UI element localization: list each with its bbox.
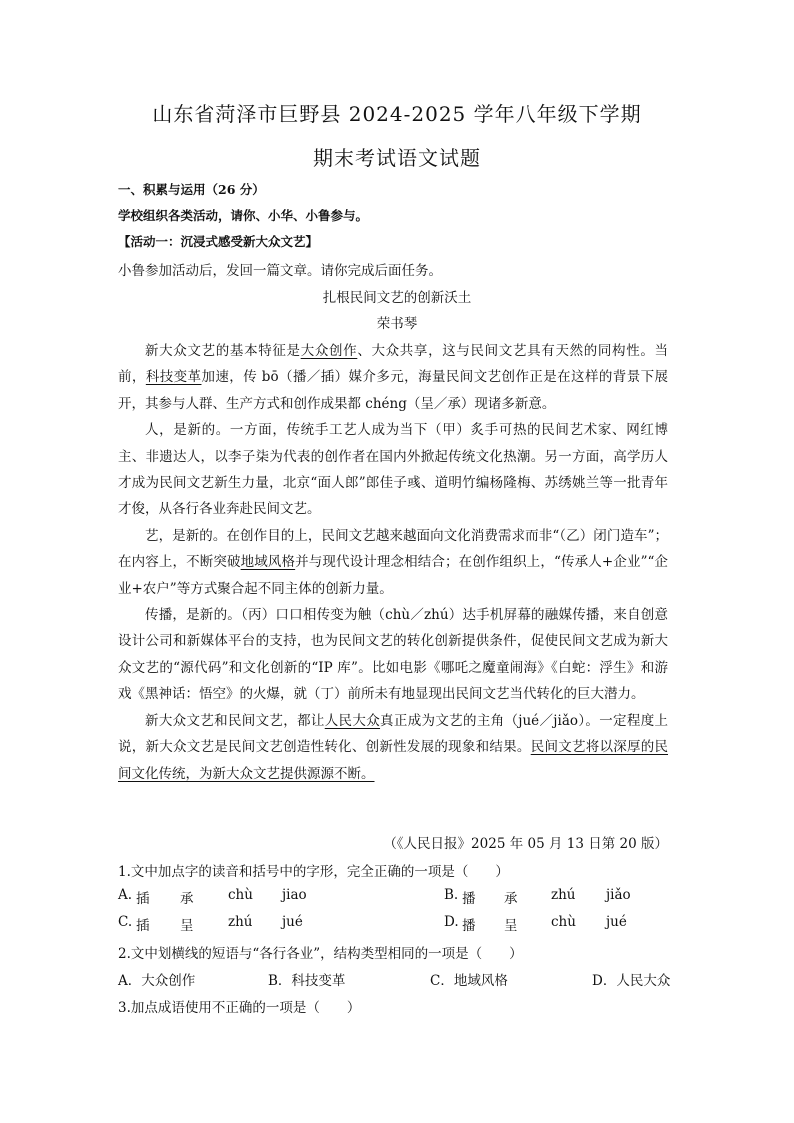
question-3-stem: 3.加点成语使用不正确的一项是（ ）	[118, 1000, 361, 1016]
paragraph-2: 人，是新的。一方面，传统手工艺人成为当下（甲）炙手可热的民间艺术家、网红博主、非遗达人，以李子柒为代表的创作者在国内外掀起传统文化热潮。另一方面，高学历人才成为民间文艺新生力量，北京“面人郎”郎佳子彧、道明竹编杨隆梅、苏绣姚兰等一批青年才俊，从各行各业奔赴民间文艺。	[118, 422, 668, 518]
article-author: 荣书琴	[376, 316, 418, 332]
paragraph-1: 新大众文艺的基本特征是大众创作、大众共享，这与民间文艺具有天然的同构性。当前，科技变革加速，传 bō（播／插）媒介多元，海量民间文艺创作正是在这样的背景下展开，其参与人群、生产方式和创作成果都 chéng（呈／承）现诸多新意。	[118, 343, 669, 412]
question-2-option-b: B．科技变革	[268, 973, 346, 989]
underlined-phrase: 人民大众	[324, 712, 381, 729]
section-intro: 学校组织各类活动，请你、小华、小鲁参与。	[118, 208, 369, 223]
question-2-stem: 2.文中划横线的短语与“各行各业”，结构类型相同的一项是（ ）	[118, 946, 523, 962]
instruction-text: 小鲁参加活动后，发回一篇文章。请你完成后面任务。	[118, 263, 442, 279]
underlined-phrase: 科技变革	[145, 369, 202, 386]
question-2-option-a: A．大众创作	[118, 973, 196, 989]
question-1-stem: 1.文中加点字的读音和括号中的字形，完全正确的一项是（ ）	[118, 864, 509, 880]
article-title: 扎根民间文艺的创新沃土	[322, 290, 472, 306]
paragraph-4: 传播，是新的。（丙）口口相传变为触（chù／zhú）达手机屏幕的融媒传播，来自创意设计公司和新媒体平台的支持，也为民间文艺的转化创新提供条件，促使民间文艺成为新大众文艺的“源代码”和文化创新的“IP 库”。比如电影《哪吒之魔童闹海》《白蛇：浮生》和游戏《黑神话：悟空》的火爆，就（丁）前所未有地显现出民间文艺当代转化的巨大潜力。	[118, 607, 668, 703]
article-source: （《人民日报》2025 年 05 月 13 日第 20 版）	[383, 836, 668, 852]
paragraph-5: 新大众文艺和民间文艺，都让人民大众真正成为文艺的主角（jué／jiǎo）。一定程度上说，新大众文艺是民间文艺创造性转化、创新性发展的现象和结果。民间文艺将以深厚的民间文化传统，为新大众文艺提供源源不断。	[118, 712, 669, 782]
paragraph-3: 艺，是新的。在创作目的上，民间文艺越来越面向文化消费需求而非“（乙）闭门造车”；在内容上，不断突破地域风格并与现代设计理念相结合；在创作组织上，“传承人+企业”“企业+农户”等方式聚合起不同主体的创新力量。	[118, 527, 669, 597]
section-heading: 一、积累与运用（26 分）	[118, 182, 265, 197]
underlined-sentence: 民间文艺将以深厚的民间文化传统，为新大众文艺提供源源不断。	[118, 739, 669, 782]
underlined-phrase: 大众创作	[300, 343, 358, 359]
article-body	[118, 338, 668, 787]
question-2-option-d: D．人民大众	[592, 973, 671, 989]
question-2-option-c: C．地域风格	[430, 973, 508, 989]
underlined-phrase: 地域风格	[240, 554, 296, 571]
activity-heading: 【活动一：沉浸式感受新大众文艺】	[118, 234, 319, 249]
exam-title-line2: 期末考试语文试题	[313, 146, 481, 170]
exam-title-line1: 山东省菏泽市巨野县 2024-2025 学年八年级下学期	[152, 102, 642, 126]
